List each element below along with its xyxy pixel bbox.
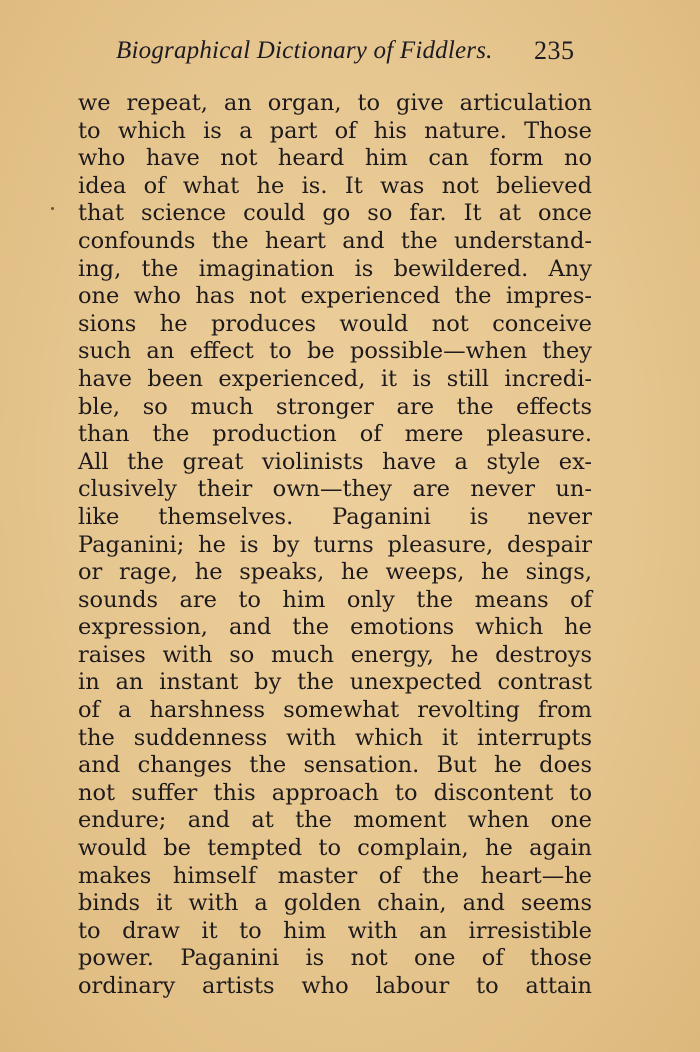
- text-line: who have not heard him can form no: [78, 145, 592, 172]
- running-title: Biographical Dictionary of Fiddlers.: [116, 37, 493, 64]
- text-line: or rage, he speaks, he weeps, he sings,: [78, 559, 592, 586]
- text-line: makes himself master of the heart—he: [78, 862, 592, 889]
- text-line: clusively their own—they are never un-: [78, 476, 592, 503]
- text-line: All the great violinists have a style ex-: [78, 448, 592, 475]
- text-line: sions he produces would not conceive: [78, 310, 592, 337]
- text-line: ing, the imagination is bewildered. Any: [78, 255, 592, 282]
- text-line: sounds are to him only the means of: [78, 586, 592, 613]
- text-line: like themselves. Paganini is never: [78, 503, 592, 530]
- text-line: than the production of mere pleasure.: [78, 421, 592, 448]
- text-line: have been experienced, it is still incredi-: [78, 365, 592, 392]
- text-line: to draw it to him with an irresistible: [78, 917, 592, 944]
- text-line: of a harshness somewhat revolting from: [78, 697, 592, 724]
- text-line: not suffer this approach to discontent to: [78, 779, 592, 806]
- text-line: the suddenness with which it interrupts: [78, 724, 592, 751]
- page-number: 235: [534, 36, 575, 65]
- text-line: Paganini; he is by turns pleasure, despair: [78, 531, 592, 558]
- text-line: to which is a part of his nature. Those: [78, 117, 592, 144]
- text-line: endure; and at the moment when one: [78, 807, 592, 834]
- text-line: that science could go so far. It at once: [78, 200, 592, 227]
- text-line: binds it with a golden chain, and seems: [78, 890, 592, 917]
- text-line: ordinary artists who labour to attain: [78, 973, 592, 999]
- text-line: and changes the sensation. But he does: [78, 752, 592, 779]
- text-line: one who has not experienced the impres-: [78, 283, 592, 310]
- text-line: idea of what he is. It was not believed: [78, 172, 592, 199]
- text-line: we repeat, an organ, to give articulation: [78, 90, 592, 116]
- text-line: expression, and the emotions which he: [78, 614, 592, 641]
- text-line: such an effect to be possible—when they: [78, 338, 592, 365]
- text-line: confounds the heart and the understand-: [78, 227, 592, 254]
- text-line: would be tempted to complain, he again: [78, 835, 592, 862]
- text-line: in an instant by the unexpected contrast: [78, 669, 592, 696]
- text-line: raises with so much energy, he destroys: [78, 641, 592, 668]
- text-line: ble, so much stronger are the effects: [78, 393, 592, 420]
- paper-speck: [51, 207, 54, 210]
- text-line: power. Paganini is not one of those: [78, 945, 592, 972]
- body-text: [78, 90, 592, 1001]
- running-head: [116, 34, 596, 68]
